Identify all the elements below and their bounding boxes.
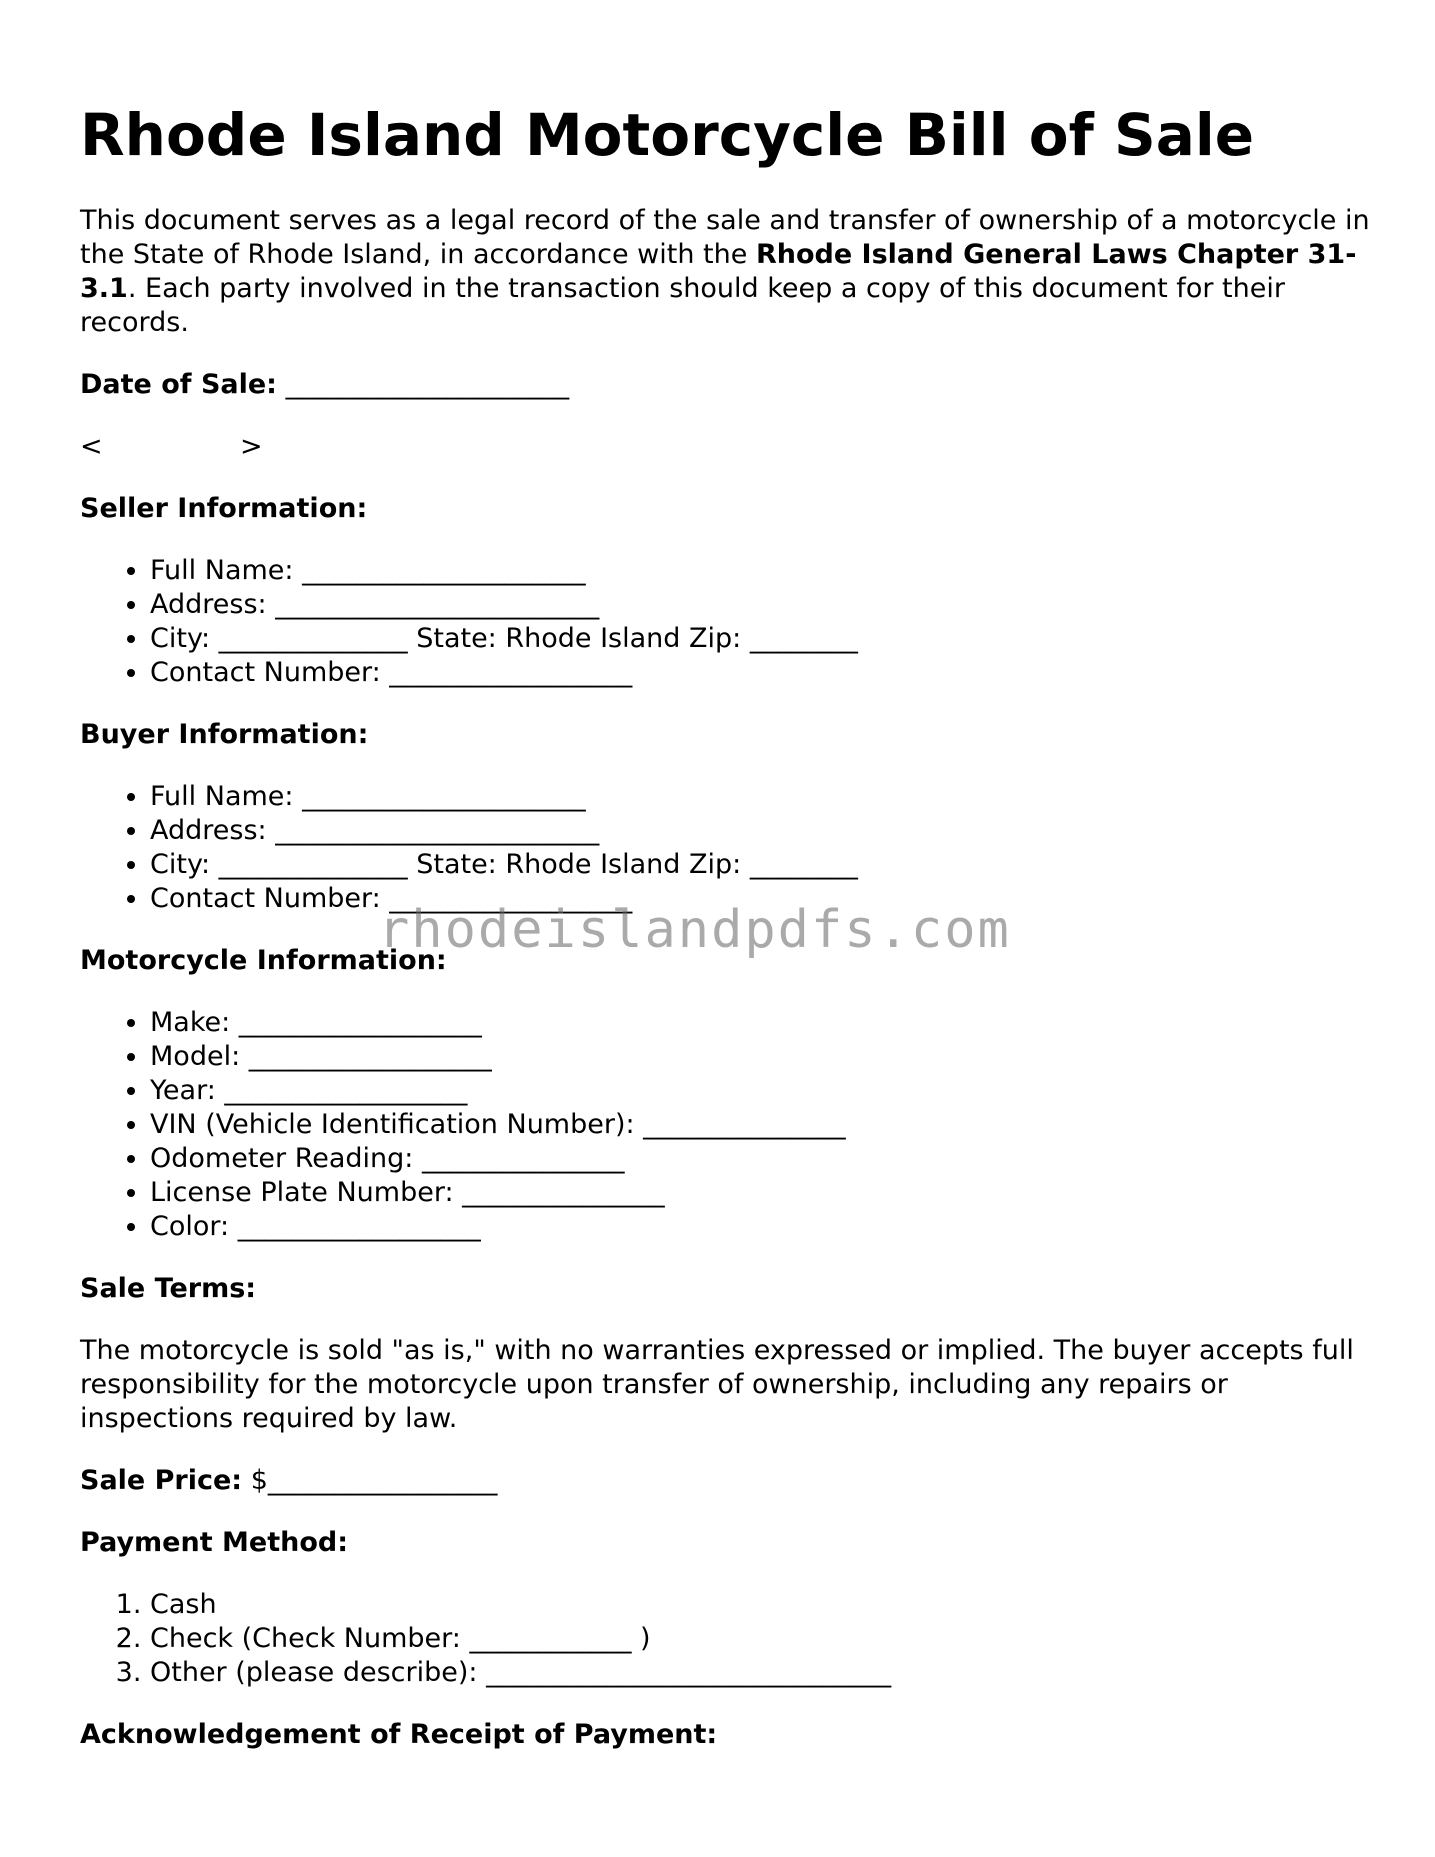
date-of-sale-blank[interactable]: _____________________ xyxy=(276,369,570,400)
buyer-city-state-zip-field[interactable]: • City: ______________ State: Rhode Island Zip: ________ xyxy=(150,848,1360,882)
page-navigation xyxy=(80,430,1360,464)
buyer-heading: Buyer Information: xyxy=(80,719,369,750)
intro-text-2: . Each party involved in the transaction should keep a copy of this document for their records. xyxy=(80,273,1285,338)
sale-price-label: Sale Price: xyxy=(80,1465,243,1496)
payment-other-option[interactable]: 3. Other (please describe): ______________________________ xyxy=(150,1656,1360,1690)
motorcycle-license-plate-field[interactable]: • License Plate Number: _______________ xyxy=(150,1176,1360,1210)
buyer-list xyxy=(80,780,1360,916)
watermark-text: rhodeislandpdfs.com xyxy=(378,900,1011,960)
seller-contact-number-field[interactable]: • Contact Number: __________________ xyxy=(150,656,1360,690)
motorcycle-vin-field[interactable]: • VIN (Vehicle Identification Number): _______________ xyxy=(150,1108,1360,1142)
payment-method-heading: Payment Method: xyxy=(80,1527,349,1558)
payment-check-option[interactable]: 2. Check (Check Number: ____________ ) xyxy=(150,1622,1360,1656)
seller-heading: Seller Information: xyxy=(80,493,368,524)
motorcycle-model-field[interactable]: • Model: __________________ xyxy=(150,1040,1360,1074)
seller-full-name-field[interactable]: • Full Name: _____________________ xyxy=(150,554,1360,588)
document-page xyxy=(80,0,1370,1752)
buyer-contact-number-field[interactable]: • Contact Number: __________________ xyxy=(150,882,1360,916)
motorcycle-list xyxy=(80,1006,1360,1244)
seller-city-state-zip-field[interactable]: • City: ______________ State: Rhode Island Zip: ________ xyxy=(150,622,1360,656)
sale-price-blank[interactable]: $_________________ xyxy=(242,1465,498,1496)
date-of-sale-label: Date of Sale: xyxy=(80,369,277,400)
motorcycle-heading: Motorcycle Information: xyxy=(80,945,447,976)
sale-terms-heading: Sale Terms: xyxy=(80,1273,257,1304)
payment-method-list xyxy=(80,1588,1360,1690)
motorcycle-color-field[interactable]: • Color: __________________ xyxy=(150,1210,1360,1244)
seller-address-field[interactable]: • Address: ________________________ xyxy=(150,588,1360,622)
intro-law-reference: Rhode Island General Laws Chapter 31-3.1 xyxy=(80,239,1357,304)
seller-list xyxy=(80,554,1360,690)
sale-terms-text: The motorcycle is sold "as is," with no warranties expressed or implied. The buyer accepts full responsibility for the motorcycle upon transfer of ownership, including any repairs or inspections required by law. xyxy=(80,1335,1354,1434)
date-of-sale-field[interactable] xyxy=(80,368,1360,402)
next-page-button[interactable]: > xyxy=(239,431,263,462)
intro-paragraph xyxy=(80,204,1370,340)
motorcycle-odometer-field[interactable]: • Odometer Reading: _______________ xyxy=(150,1142,1360,1176)
acknowledgement-heading: Acknowledgement of Receipt of Payment: xyxy=(80,1719,718,1750)
prev-page-button[interactable]: < xyxy=(80,431,103,462)
intro-text-1: This document serves as a legal record of the sale and transfer of ownership of a motorcycle in the State of Rhode Island, in accordance with the xyxy=(80,205,1370,270)
buyer-full-name-field[interactable]: • Full Name: _____________________ xyxy=(150,780,1360,814)
payment-cash-option[interactable]: 1. Cash xyxy=(150,1588,1360,1622)
sale-price-field[interactable] xyxy=(80,1464,1360,1498)
document-title: Rhode Island Motorcycle Bill of Sale xyxy=(80,101,1255,169)
buyer-address-field[interactable]: • Address: ________________________ xyxy=(150,814,1360,848)
motorcycle-make-field[interactable]: • Make: __________________ xyxy=(150,1006,1360,1040)
motorcycle-year-field[interactable]: • Year: __________________ xyxy=(150,1074,1360,1108)
